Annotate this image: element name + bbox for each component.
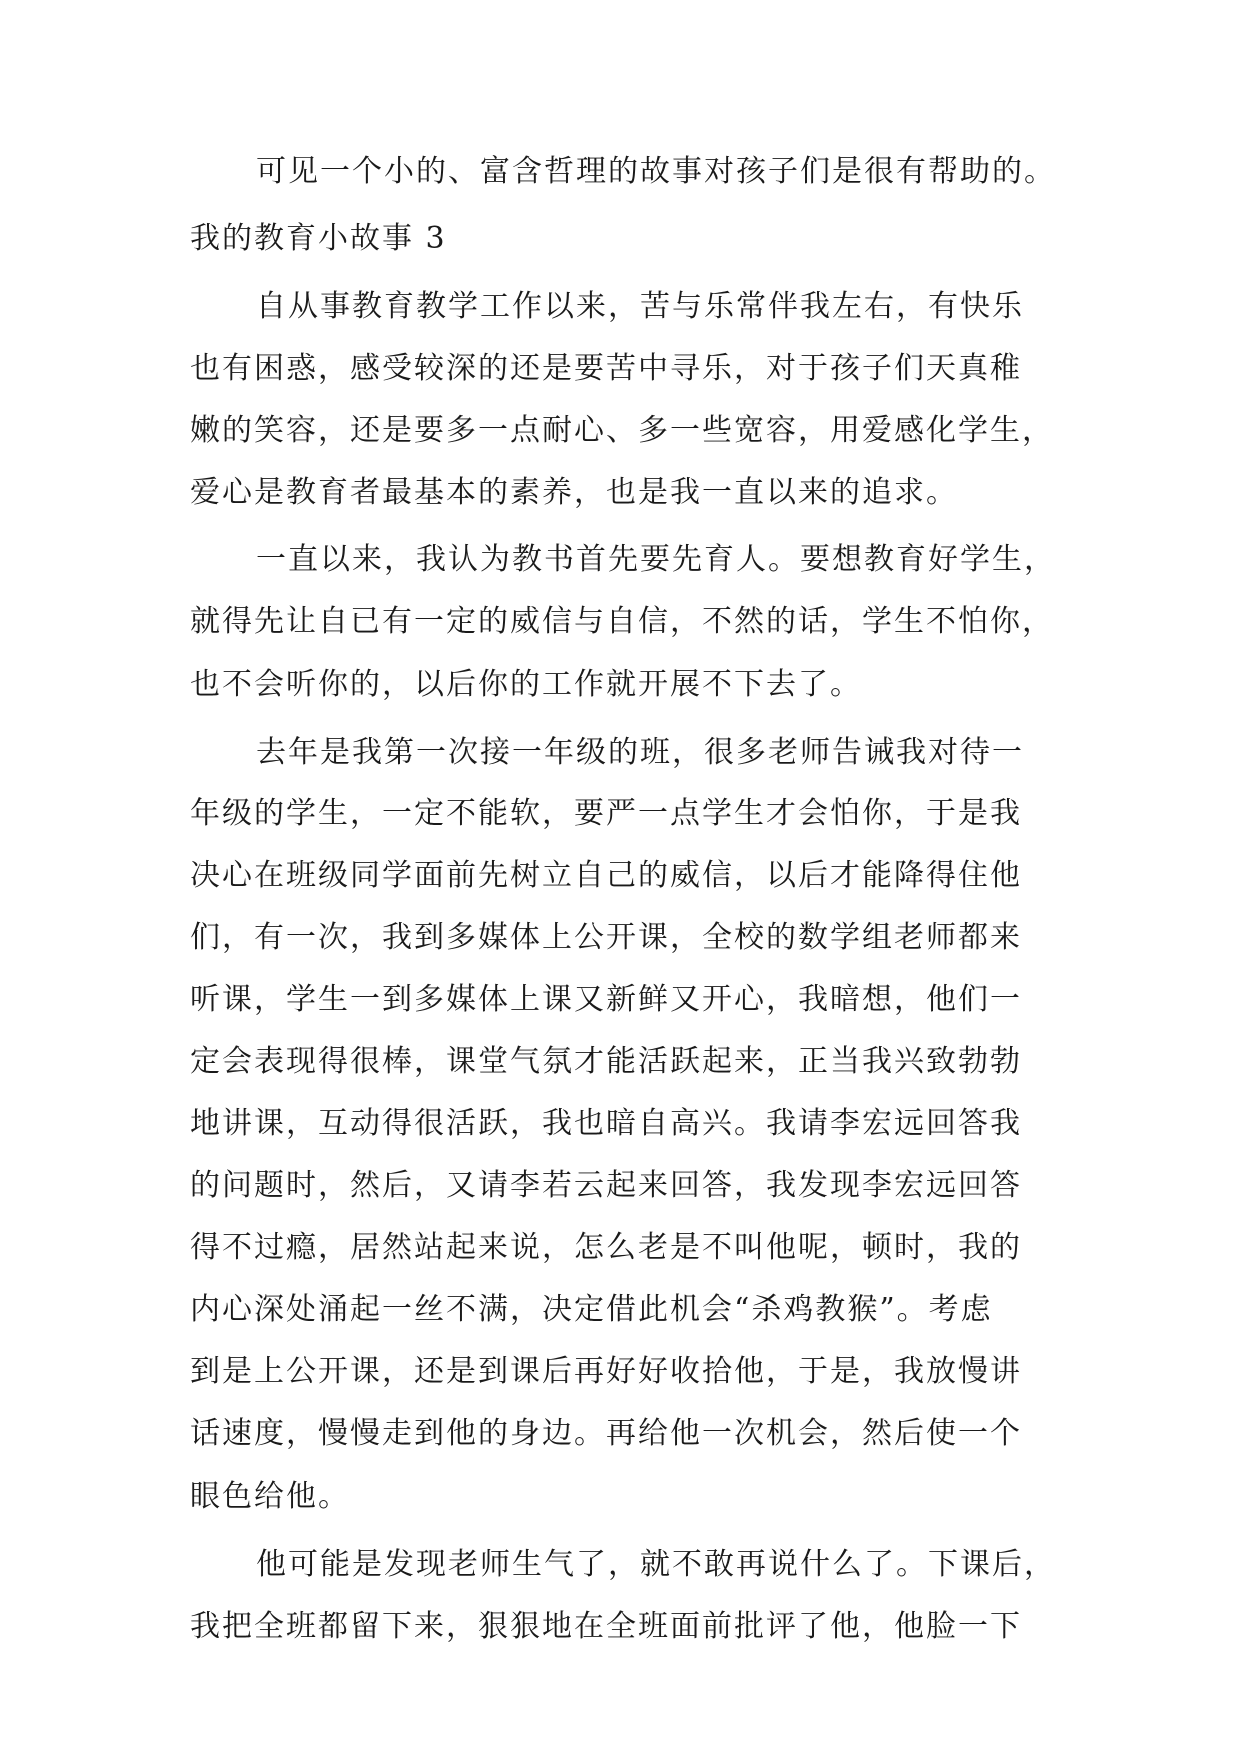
text-line: 到是上公开课，还是到课后再好好收拾他，于是，我放慢讲: [190, 1354, 1022, 1389]
text-line: 一直以来，我认为教书首先要先育人。要想教育好学生，: [256, 542, 1056, 577]
text-line: 定会表现得很棒，课堂气氛才能活跃起来，正当我兴致勃勃: [190, 1044, 1022, 1079]
text-line: 也不会听你的，以后你的工作就开展不下去了。: [190, 667, 862, 702]
text-line: 他可能是发现老师生气了，就不敢再说什么了。下课后，: [256, 1547, 1056, 1582]
text-line: 可见一个小的、富含哲理的故事对孩子们是很有帮助的。: [256, 154, 1056, 189]
text-line: 的问题时，然后，又请李若云起来回答，我发现李宏远回答: [190, 1168, 1022, 1203]
text-line: 内心深处涌起一丝不满，决定借此机会“杀鸡教猴”。考虑: [190, 1292, 993, 1327]
section-heading: 我的教育小故事 3: [190, 221, 447, 256]
text-line: 听课，学生一到多媒体上课又新鲜又开心，我暗想，他们一: [190, 982, 1022, 1017]
text-line: 年级的学生，一定不能软，要严一点学生才会怕你，于是我: [190, 796, 1022, 831]
text-line: 我把全班都留下来，狠狠地在全班面前批评了他，他脸一下: [190, 1609, 1022, 1644]
text-line: 话速度，慢慢走到他的身边。再给他一次机会，然后使一个: [190, 1416, 1022, 1451]
text-line: 地讲课，互动得很活跃，我也暗自高兴。我请李宏远回答我: [190, 1106, 1022, 1141]
text-line: 就得先让自已有一定的威信与自信，不然的话，学生不怕你，: [190, 604, 1054, 639]
text-line: 得不过瘾，居然站起来说，怎么老是不叫他呢，顿时，我的: [190, 1230, 1022, 1265]
text-line: 们，有一次，我到多媒体上公开课，全校的数学组老师都来: [190, 920, 1022, 955]
text-line: 爱心是教育者最基本的素养，也是我一直以来的追求。: [190, 475, 958, 510]
text-line: 去年是我第一次接一年级的班，很多老师告诫我对待一: [256, 735, 1024, 770]
text-line: 也有困惑，感受较深的还是要苦中寻乐，对于孩子们天真稚: [190, 351, 1022, 386]
text-line: 自从事教育教学工作以来，苦与乐常伴我左右，有快乐: [256, 289, 1024, 324]
text-line: 嫩的笑容，还是要多一点耐心、多一些宽容，用爱感化学生，: [190, 413, 1054, 448]
text-line: 决心在班级同学面前先树立自己的威信，以后才能降得住他: [190, 858, 1022, 893]
text-line: 眼色给他。: [190, 1479, 350, 1514]
